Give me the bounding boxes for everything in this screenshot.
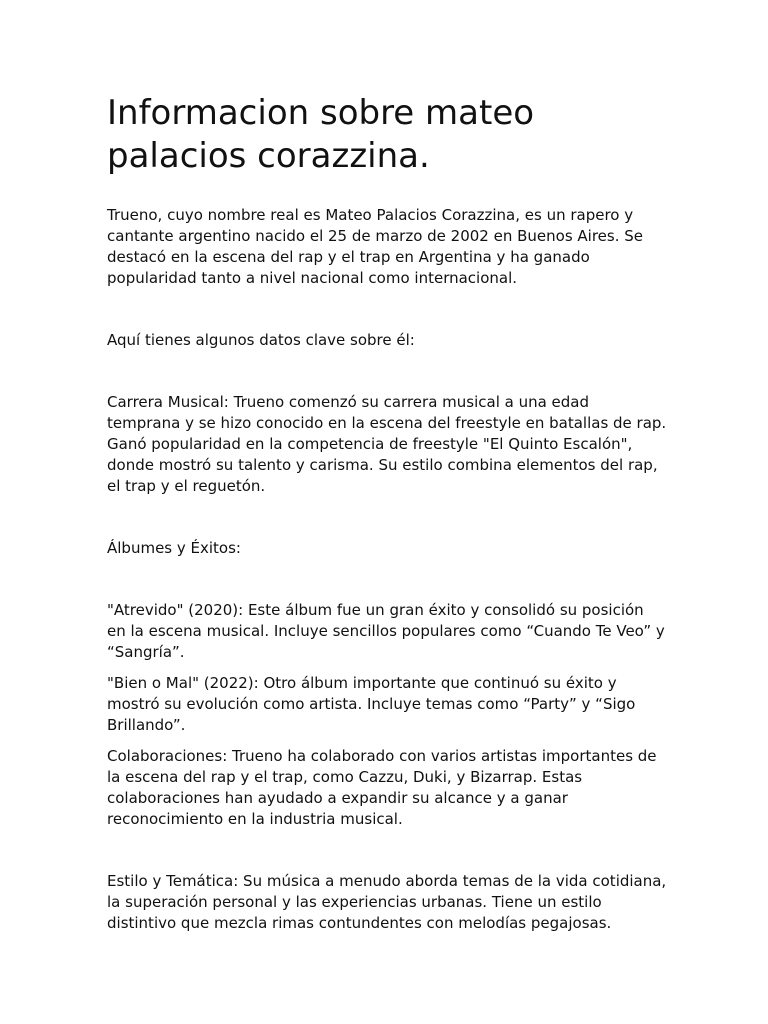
paragraph-key-facts-lead: Aquí tienes algunos datos clave sobre él: <box>107 331 415 349</box>
document-page <box>107 92 667 934</box>
paragraph-musical-career: Carrera Musical: Trueno comenzó su carrera musical a una edad temprana y se hizo conocido en la escena del freestyle en batallas de rap. Ganó popularidad en la competencia de freestyle "El Quinto Escalón", donde mostró su talento y carisma. Su estilo combina elementos del rap, el trap y el reguetón. <box>107 393 667 495</box>
paragraph-album-bien-o-mal: "Bien o Mal" (2022): Otro álbum importante que continuó su éxito y mostró su evolución como artista. Incluye temas como “Party” y “Sigo Brillando”. <box>107 674 636 734</box>
document-title: Informacion sobre mateo palacios corazzina. <box>107 93 535 176</box>
paragraph-style-themes: Estilo y Temática: Su música a menudo aborda temas de la vida cotidiana, la superación personal y las experiencias urbanas. Tiene un estilo distintivo que mezcla rimas contundentes con melodías pegajosas. <box>107 872 667 932</box>
paragraph-intro: Trueno, cuyo nombre real es Mateo Palacios Corazzina, es un rapero y cantante argentino nacido el 25 de marzo de 2002 en Buenos Aires. Se destacó en la escena del rap y el trap en Argentina y ha ganado popularidad tanto a nivel nacional como internacional. <box>107 206 644 287</box>
paragraph-album-atrevido: "Atrevido" (2020): Este álbum fue un gran éxito y consolidó su posición en la escena musical. Incluye sencillos populares como “Cuando Te Veo” y “Sangría”. <box>107 601 665 661</box>
paragraph-albums-heading: Álbumes y Éxitos: <box>107 539 241 557</box>
paragraph-collaborations: Colaboraciones: Trueno ha colaborado con varios artistas importantes de la escena del rap y el trap, como Cazzu, Duki, y Bizarrap. Estas colaboraciones han ayudado a expandir su alcance y a ganar reconocimiento en la industria musical. <box>107 747 657 828</box>
